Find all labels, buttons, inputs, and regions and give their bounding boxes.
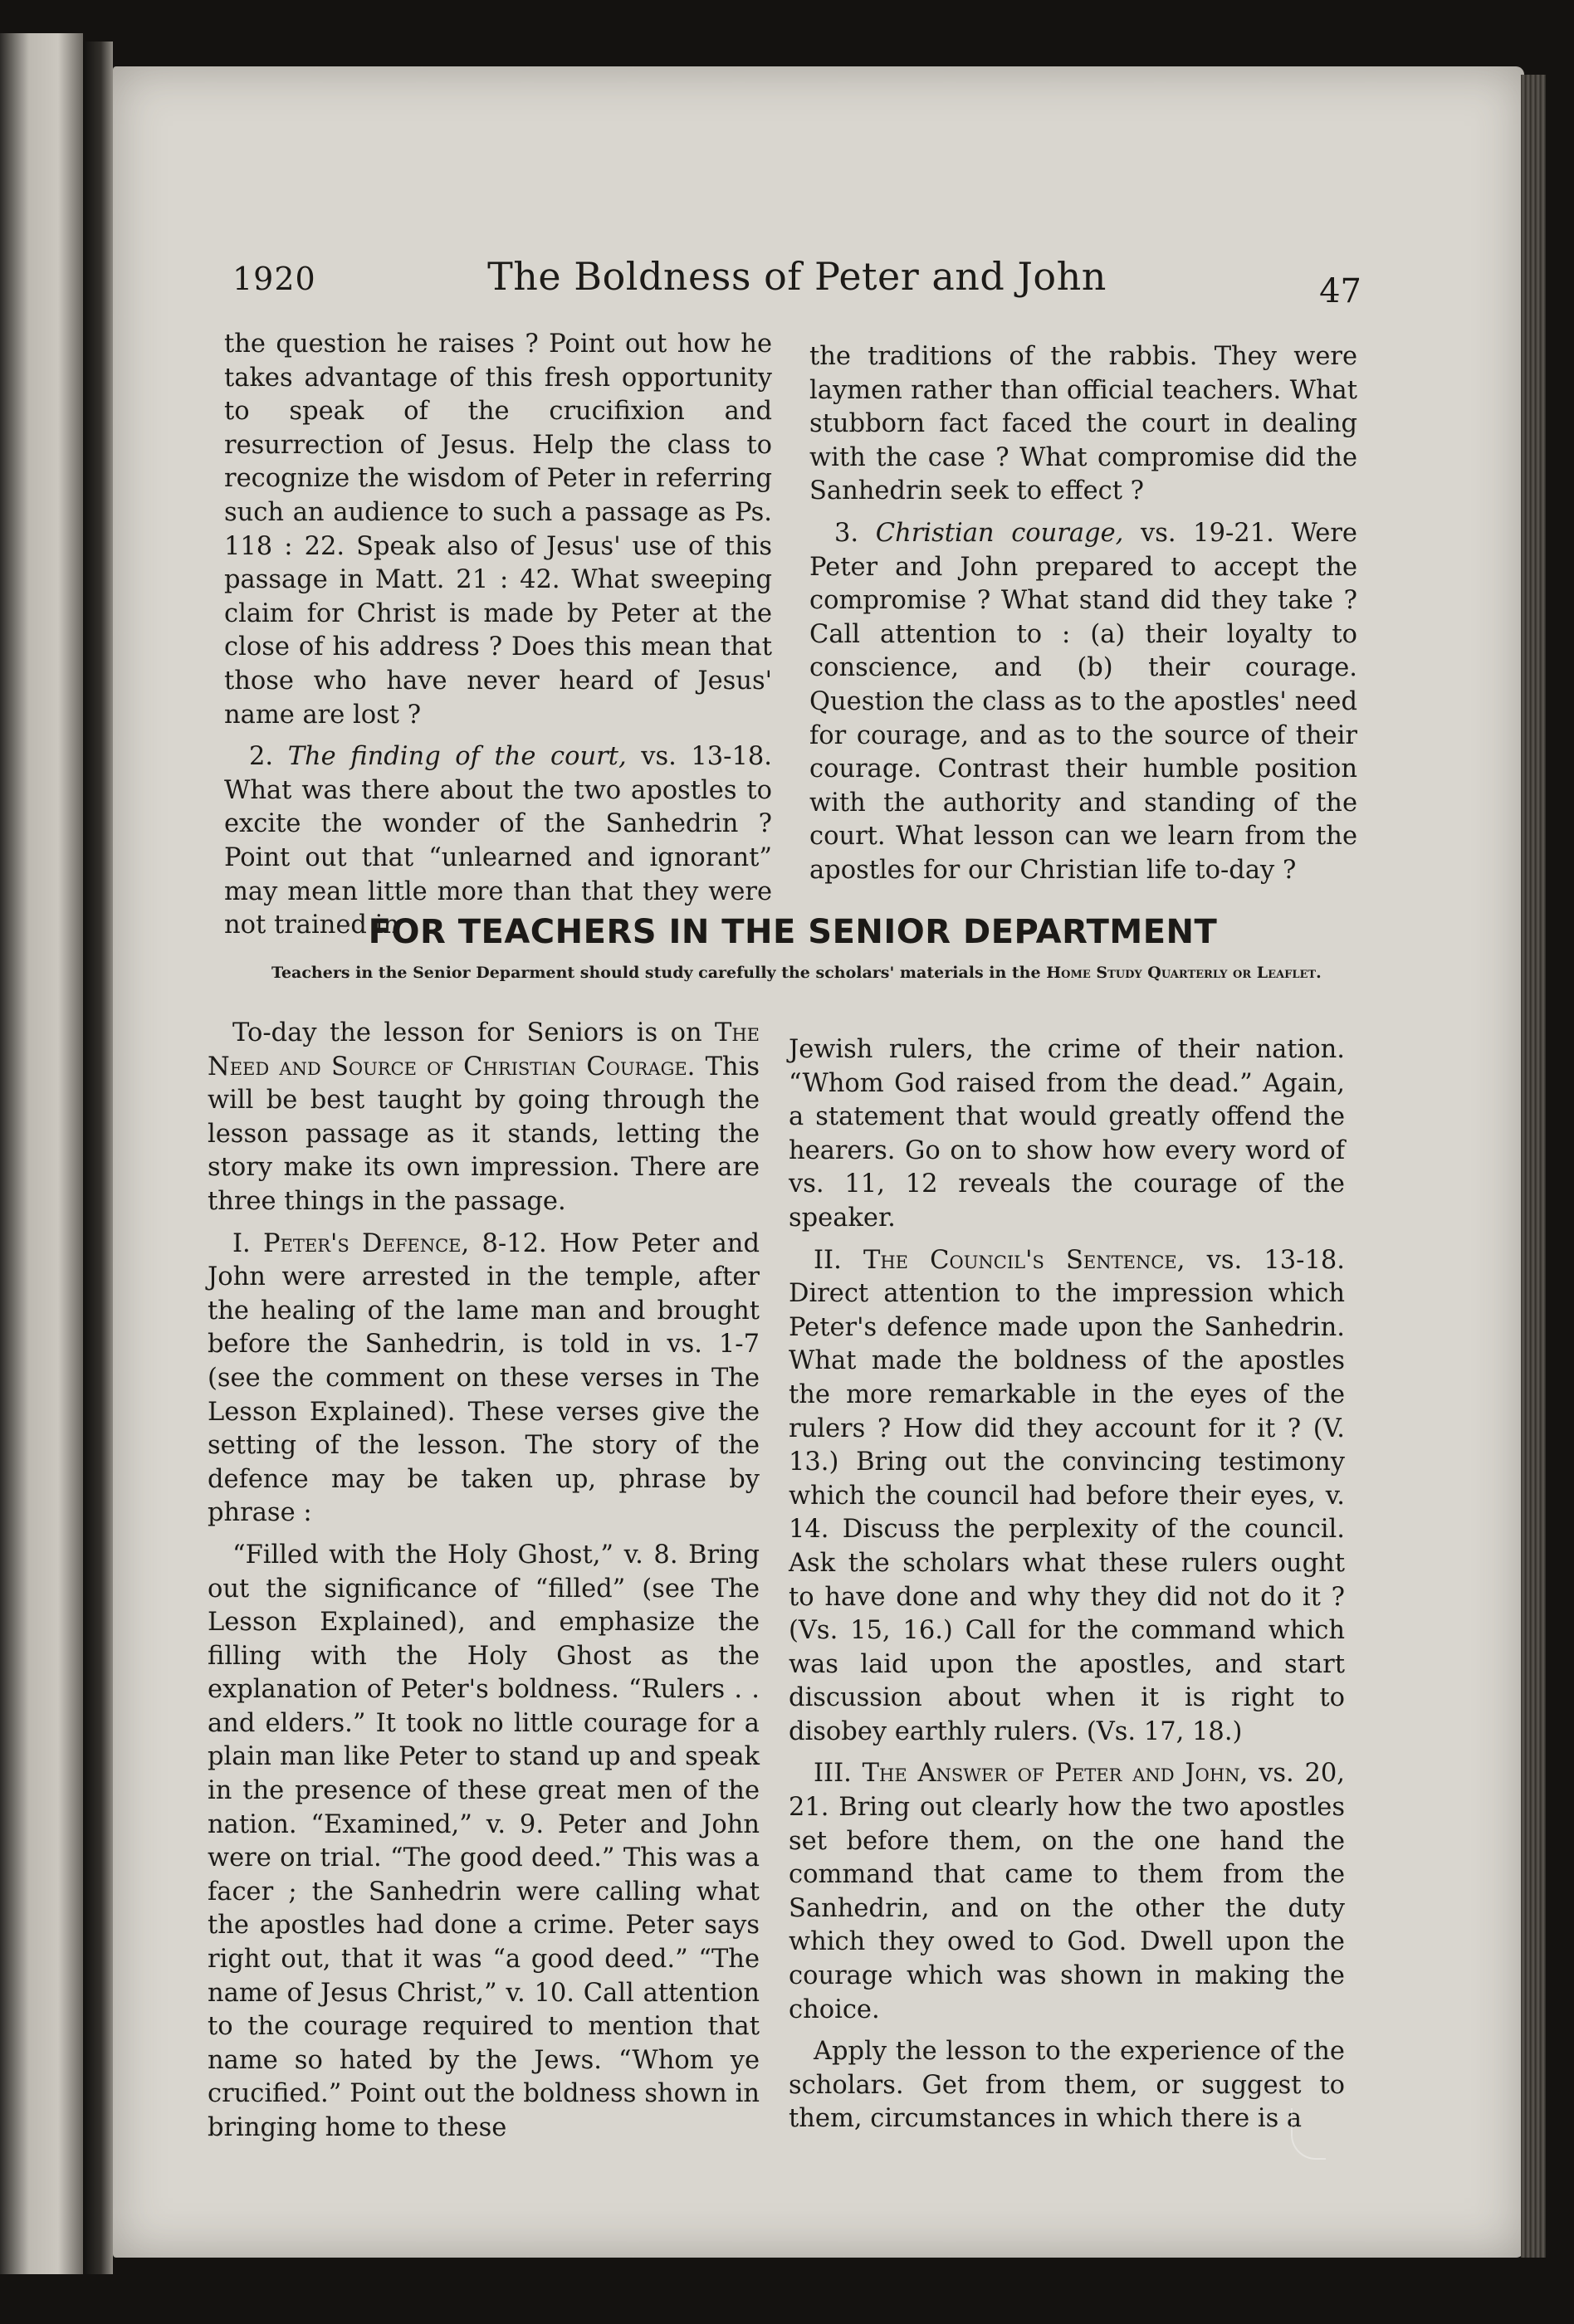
item-number: II. [814, 1245, 842, 1275]
facing-page-edge [0, 33, 83, 2274]
section-heading: FOR TEACHERS IN THE SENIOR DEPARTMENT [368, 913, 1218, 951]
item-number: III. [814, 1759, 852, 1789]
item-title: Christian courage, [875, 518, 1124, 548]
item-title: Peter's Defence, [263, 1228, 470, 1258]
paragraph: “Filled with the Holy Ghost,” v. 8. Bring out the significance of “filled” (see The Lesson Explained), and emphasize the filling with the Holy Ghost as the explanation of Peter's boldness. “Rulers . . and elders.” It took no little courage for a plain man like Peter to stand up and speak in the presence of these great men of the nation. “Examined,” v. 9. Peter and John were on trial. “The good deed.” This was a facer ; the Sanhedrin were calling what the apostles had done a crime. Peter says right out, that it was “a good deed.” “The name of Jesus Christ,” v. 10. Call attention to the courage required to mention that name so hated by the Jews. “Whom ye crucified.” Point out the boldness shown in bringing home to these [208, 1540, 760, 2142]
item-title: The finding of the court, [287, 742, 627, 772]
page-number: 47 [1319, 272, 1361, 310]
paragraph [208, 1017, 760, 1219]
paragraph-text: This will be best taught by going through the lesson passage as it stands, letting the story make its own impression. There are three things in the passage. [208, 1052, 760, 1216]
running-head-year: 1920 [232, 261, 316, 297]
section-note [220, 963, 1374, 983]
top-right-column [809, 340, 1357, 888]
note-publication: Home Study Quarterly or Leaflet [1046, 964, 1317, 982]
book-gutter [83, 42, 113, 2274]
paragraph: Apply the lesson to the experience of the scholars. Get from them, or suggest to them, circumstances in which there is a [789, 2037, 1345, 2134]
bottom-right-column [789, 1033, 1345, 2136]
item-title: The Answer of Peter and John, [862, 1759, 1249, 1789]
paragraph: Jewish rulers, the crime of their nation. “Whom God raised from the dead.” Again, a statement that would greatly offend the hearers. Go on to show how every word of vs. 11, 12 reveals the courage of the speaker. [789, 1035, 1345, 1233]
item-text: 8-12. How Peter and John were arrested in the temple, after the healing of the lame man and brought before the Sanhedrin, is told in vs. 1-7 (see the comment on these verses in The Lesson Explained). These verses give the setting of the lesson. The story of the defence may be taken up, phrase by phrase : [208, 1228, 760, 1528]
paragraph [809, 517, 1357, 888]
lesson-topic: The Need and Source of Christian Courage. [208, 1018, 760, 1081]
item-text: vs. 20, 21. Bring out clearly how the two apostles set before them, on the one hand the command that came to them from the Sanhedrin, and on the other the duty which they owed to God. Dwell upon the courage which was shown in making the choice. [789, 1759, 1345, 2024]
note-text: Teachers in the Senior Deparment should study carefully the scholars' materials in the [271, 964, 1041, 982]
paragraph: the question he raises ? Point out how he takes advantage of this fresh opportunity to speak of the crucifixion and resurrection of Jesus. Help the class to recognize the wisdom of Peter in referring such an audience to such a passage as Ps. 118 : 22. Speak also of Jesus' use of this passage in Matt. 21 : 42. What sweeping claim for Christ is made by Peter at the close of his address ? Does this mean that those who have never heard of Jesus' name are lost ? [224, 330, 772, 730]
bottom-left-column [208, 1017, 760, 2146]
running-head [232, 249, 1361, 315]
paragraph [208, 1228, 760, 1531]
paragraph: the traditions of the rabbis. They were laymen rather than official teachers. What stubborn fact faced the court in dealing with the case ? What compromise did the Sanhedrin seek to effect ? [809, 342, 1357, 506]
note-end: . [1316, 964, 1322, 982]
top-left-column [224, 328, 772, 943]
paragraph-text: To-day the lesson for Seniors is on [232, 1018, 702, 1047]
running-head-title: The Boldness of Peter and John [487, 254, 1107, 299]
item-number: 2. [249, 742, 274, 772]
item-number: I. [232, 1228, 251, 1258]
item-text: vs. 13-18. Direct attention to the impression which Peter's defence made upon the Sanhedrin. What made the boldness of the apostles the more remarkable in the eyes of the rulers ? How did they account for it ? (V. 13.) Bring out the convincing testimony which the council had before their eyes, v. 14. Discuss the perplexity of the council. Ask the scholars what these rulers ought to have done and why they did not do it ? (Vs. 15, 16.) Call for the command which was laid upon the apostles, and start discussion about when it is right to disobey earthly rulers. (Vs. 17, 18.) [789, 1245, 1345, 1746]
item-title: The Council's Sentence, [863, 1245, 1185, 1275]
paragraph [789, 1244, 1345, 1750]
page-stack-edge [1521, 75, 1546, 2258]
paragraph [789, 1757, 1345, 2027]
item-number: 3. [834, 518, 859, 548]
item-text: vs. 13-18. What was there about the two apostles to excite the wonder of the Sanhedrin ? Point out that “unlearned and ignorant” may mean little more than that they were not trained in [224, 742, 772, 940]
item-text: vs. 19-21. Were Peter and John prepared to accept the compromise ? What stand did they take ? Call attention to : (a) their loyalty to conscience, and (b) their courage. Question the class as to the apostles' need for courage, and as to the source of their courage. Contrast their humble position with the authority and standing of the court. What lesson can we learn from the apostles for our Christian life to-day ? [809, 518, 1357, 885]
